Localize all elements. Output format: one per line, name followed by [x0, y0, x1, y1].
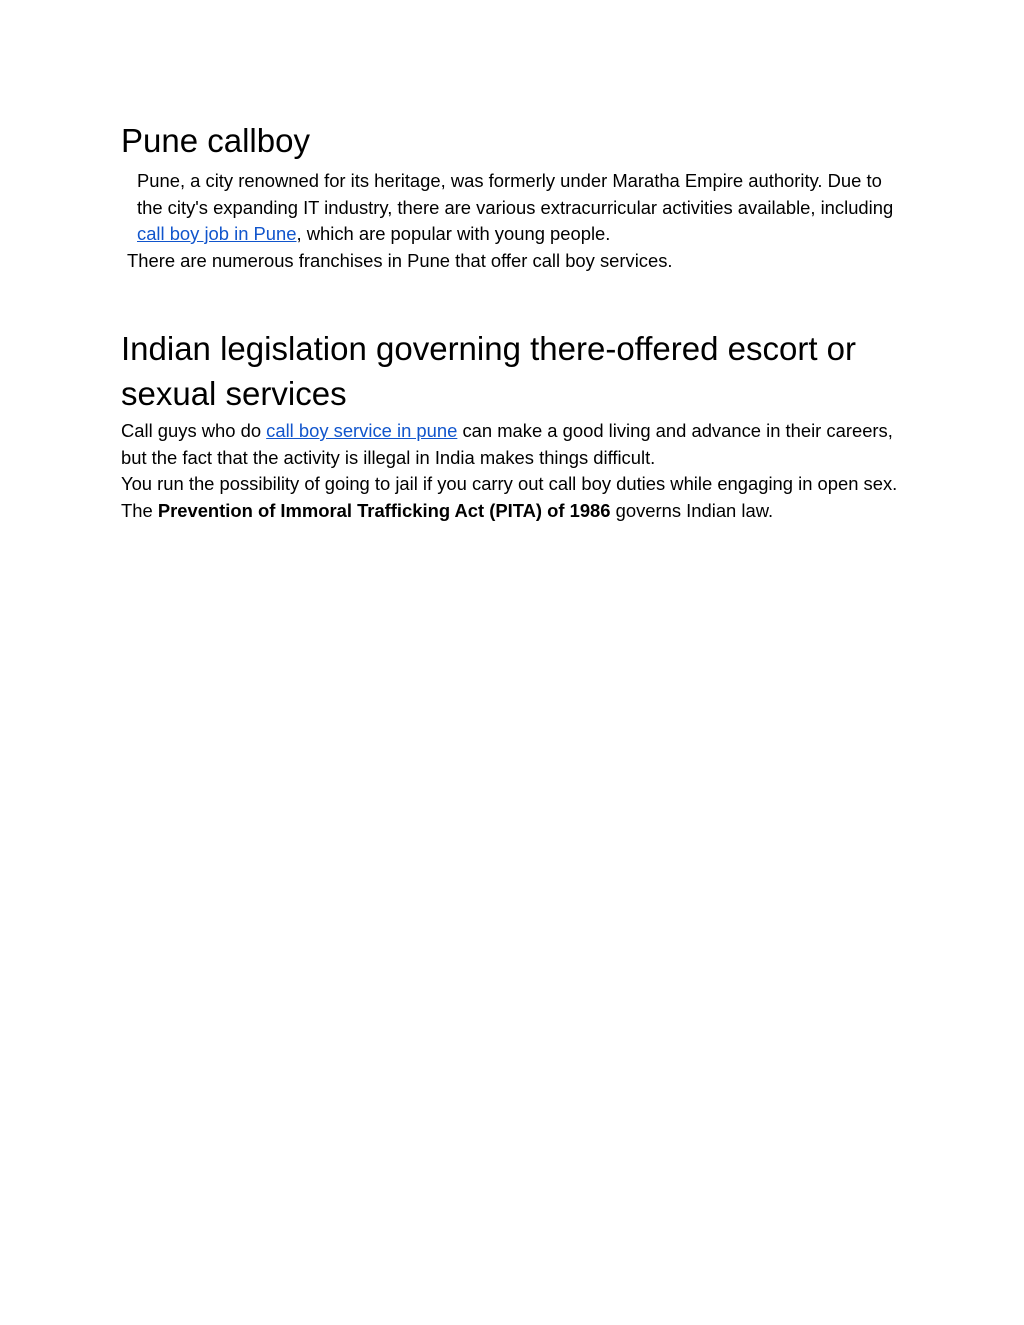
heading-pune-callboy: Pune callboy: [121, 122, 310, 159]
section1-paragraph-2: There are numerous franchises in Pune that offer call boy services.: [127, 249, 673, 271]
section2-paragraph-3-text-b: governs Indian law.: [610, 499, 774, 521]
section1-paragraph-1-text-b: , which are popular with young people.: [296, 223, 611, 244]
section2-paragraph-1-text-a: Call guys who do: [121, 420, 267, 441]
section2-paragraph-3: [121, 498, 901, 525]
section2-paragraph-2: You run the possibility of going to jail if you carry out call boy duties while engaging in open sex.: [121, 473, 898, 494]
section1-body: [121, 168, 901, 274]
section1-paragraph-1: [121, 168, 901, 248]
section2-paragraph-1: [121, 418, 901, 471]
section2-paragraph-1-text-b: can make a good living and advance in their careers, but the fact that the activity is illegal in India makes things difficult.: [121, 420, 893, 468]
heading-indian-legislation: Indian legislation governing there-offered escort or sexual services: [121, 330, 857, 412]
call-boy-job-link[interactable]: call boy job in Pune: [137, 223, 297, 244]
section2-paragraph-3-text-a: The: [121, 499, 158, 521]
pita-act-bold-text: Prevention of Immoral Trafficking Act (PITA) of 1986: [157, 499, 611, 521]
call-boy-service-link[interactable]: call boy service in pune: [266, 420, 458, 441]
document-page: [121, 118, 901, 524]
section2-body: [121, 418, 901, 524]
section1-paragraph-1-text-a: Pune, a city renowned for its heritage, was formerly under Maratha Empire authority. Due to the city's expanding IT industry, there are various extracurricular activities available, including: [137, 170, 894, 218]
